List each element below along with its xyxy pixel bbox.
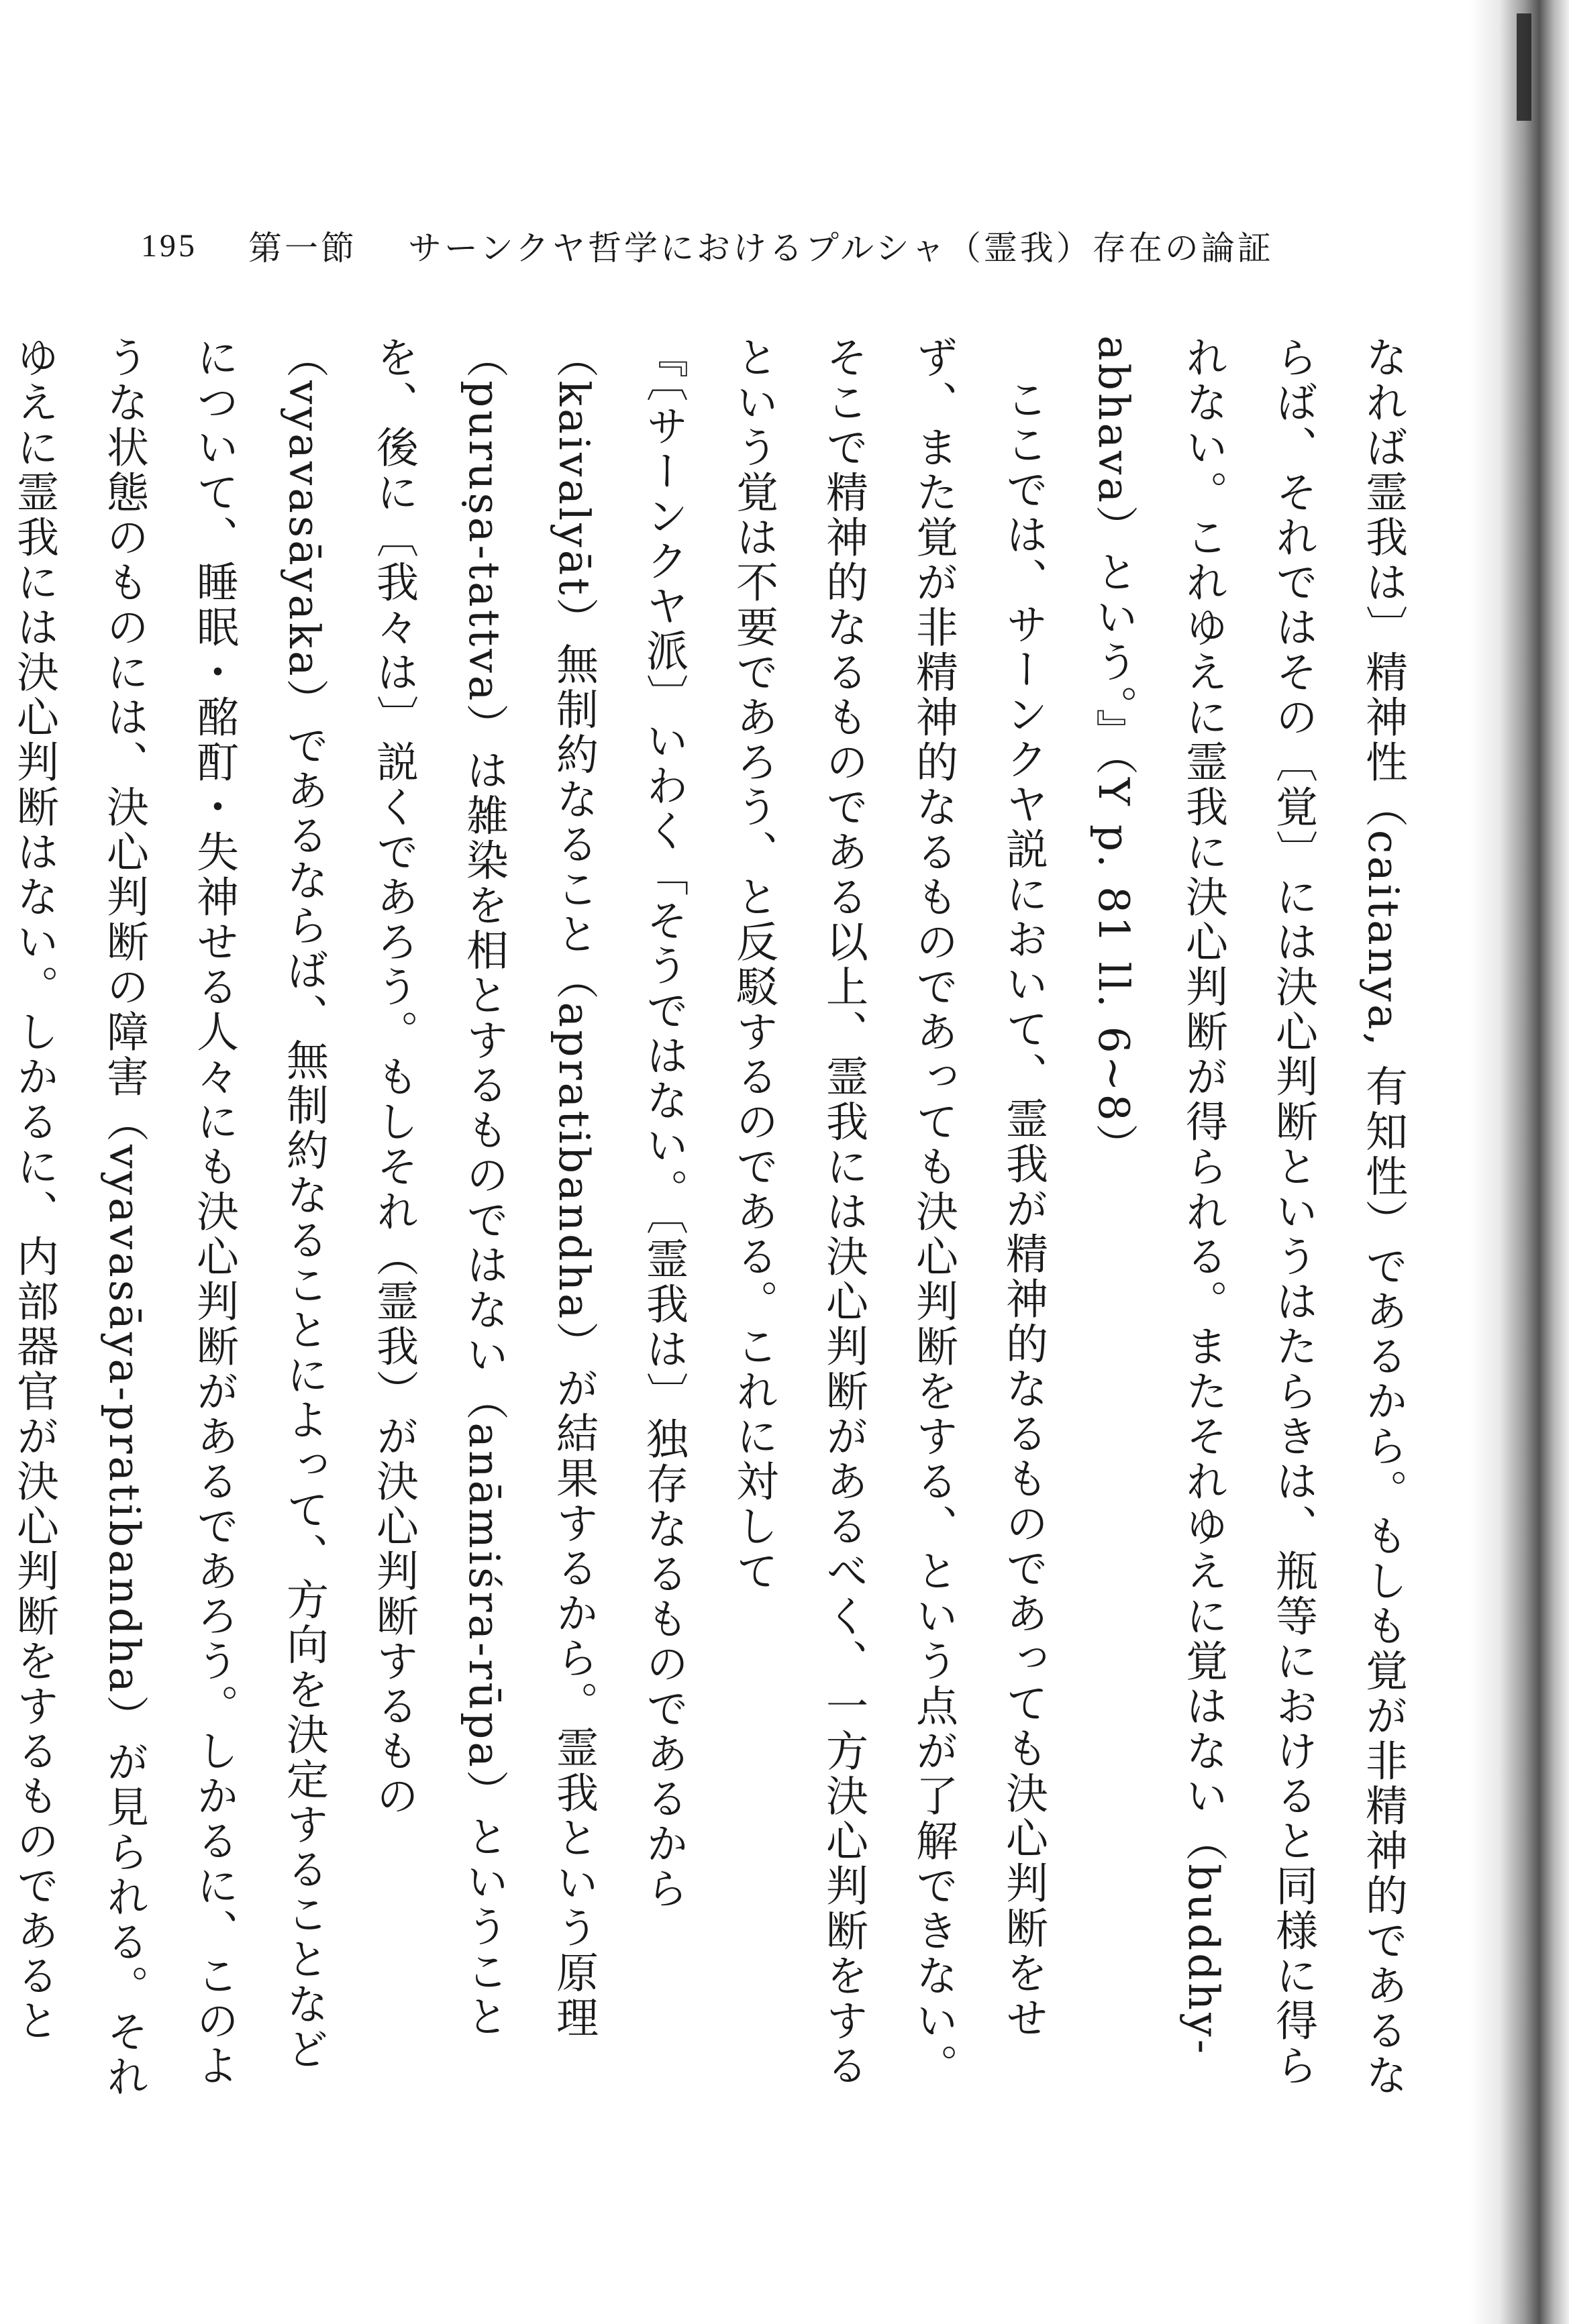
section-label: 第一節 <box>248 229 357 268</box>
section-title: サーンクヤ哲学におけるプルシャ（霊我）存在の論証 <box>408 229 1274 268</box>
paragraph: ここでは、サーンクヤ説において、霊我が精神的なるものであっても決心判断をせず、また覚が非精神的なるものであっても決心判断をする、という点が了解できない。そこで精神的なるものである以上、霊我には決心判断があるべく、一方決心判断をするという覚は不要であろう、と反駁するのである。これに対して <box>729 335 1048 2089</box>
running-head <box>141 219 1274 272</box>
quotation-paragraph: 『〔サーンクヤ派〕いわく「そうではない。〔霊我は〕独存なるものであるから（kaivalyāt）無制約なること（apratibandha）が結果するから。霊我という原理（puruṣa-tattva）は雑染を相とするものではない（anāmiśra-rūpa）ということを、後に〔我々は〕説くであろう。もしそれ（霊我）が決心判断するもの（vyavasāyaka）であるならば、無制約なることによって、方向を決定することなどについて、睡眠・酩酊・失神せる人々にも決心判断があるであろう。しかるに、このような状態のものには、決心判断の障害（vyavasāya-pratibandha）が見られる。それゆえに霊我には決心判断はない。しかるに、内部器官が決心判断をするものであると <box>10 335 689 2100</box>
body-text <box>10 335 1428 2107</box>
scan-page-edge <box>1470 0 1569 2324</box>
paragraph: なれば霊我は〕精神性（caitanya, 有知性）であるから。もしも覚が非精神的であるならば、それではその〔覚〕には決心判断というはたらきは、瓶等におけると同様に得られない。これゆえに霊我に決心判断が得られる。またそれゆえに覚はない（buddhy-abhava）という。』（Y p. 81 ll. 6~8） <box>1089 335 1408 2099</box>
page-number: 195 <box>141 227 197 264</box>
